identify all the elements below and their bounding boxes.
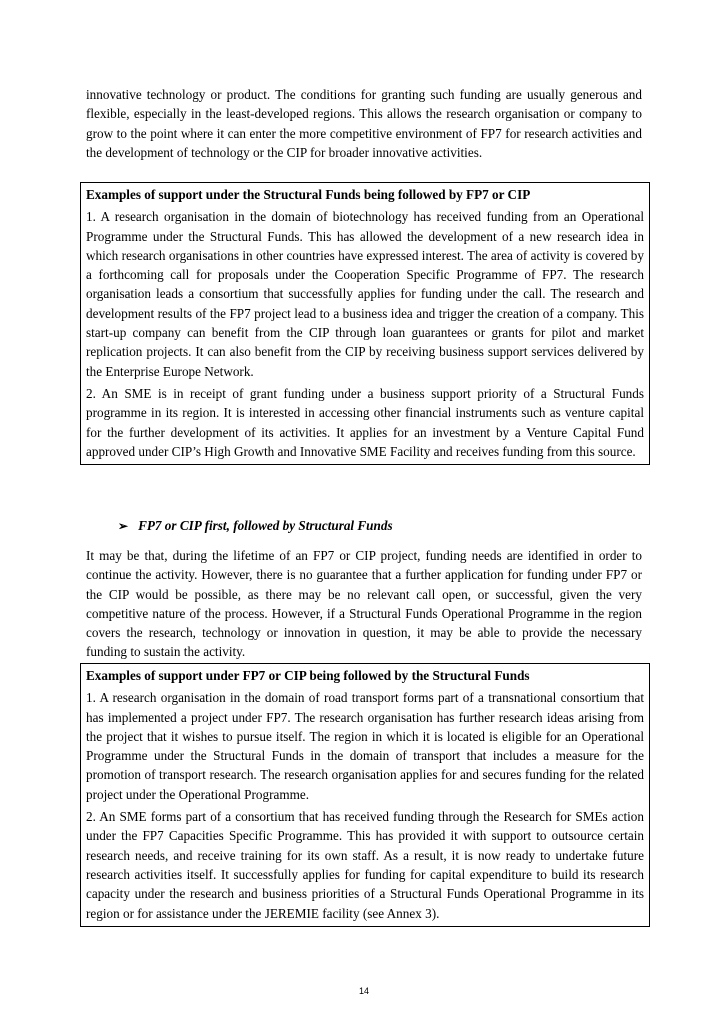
box-title: Examples of support under FP7 or CIP being followed by the Structural Funds [86, 668, 530, 683]
box-paragraph: 1. A research organisation in the domain of biotechnology has received funding from an Operational Programme under the Structural Funds. This has allowed the development of a new research idea in which research organisations in other countries have expressed interest. The area of activity is covered by a forthcoming call for proposals under the Cooperation Specific Programme of FP7. The research organisation leads a consortium that successfully applies for funding under the call. The research and development results of the FP7 project lead to a business idea and trigger the creation of a company. This start-up company can benefit from the CIP through loan guarantees or grants for pilot and market replication projects. It can also benefit from the CIP by receiving business support services delivered by the Enterprise Europe Network. [86, 209, 644, 379]
intro-paragraph [86, 85, 642, 162]
arrow-bullet-icon: ➢ [118, 518, 129, 533]
page-number: 14 [358, 986, 369, 996]
section-heading-text: FP7 or CIP first, followed by Structural Funds [138, 518, 393, 533]
example-box-fp7-first [80, 663, 650, 927]
box-title: Examples of support under the Structural Funds being followed by FP7 or CIP [86, 187, 531, 202]
box-paragraph: 2. An SME is in receipt of grant funding under a business support priority of a Structural Funds programme in its region. It is interested in accessing other financial instruments such as venture capital for the further development of its activities. It applies for an investment by a Venture Capital Fund approved under CIP’s High Growth and Innovative SME Facility and receives funding from this source. [86, 385, 644, 459]
intro-text: innovative technology or product. The conditions for granting such funding are usually generous and flexible, especially in the least-developed regions. This allows the research organisation or company to grow to the point where it can enter the more competitive environment of FP7 for research activities and the development of technology or the CIP for broader innovative activities. [86, 87, 642, 160]
box-paragraph: 2. An SME forms part of a consortium that has received funding through the Research for SMEs action under the FP7 Capacities Specific Programme. This has provided it with support to outsource certain research needs, and receive training for its own staff. As a result, it is now ready to undertake future research activities itself. It successfully applies for funding for capital expenditure to build its research capacity under the research and business priorities of a Structural Funds Operational Programme in its region or for assistance under the JEREMIE facility (see Annex 3). [86, 809, 644, 921]
section-text: It may be that, during the lifetime of an FP7 or CIP project, funding needs are identified in order to continue the activity. However, there is no guarantee that a further application for funding under FP7 or the CIP would be possible, as there may be no relevant call open, or successful, given the very competitive nature of the process. However, if a Structural Funds Operational Programme in the region covers the research, technology or innovation in question, it may be able to provide the necessary funding to sustain the activity. [86, 548, 642, 660]
box-paragraph: 1. A research organisation in the domain of road transport forms part of a transnational consortium that has implemented a project under FP7. The research organisation has further research ideas arising from the project that it wishes to pursue itself. The region in which it is located is eligible for an Operational Programme under the Structural Funds in the domain of transport that includes a measure for the promotion of transport research. The research organisation applies for and secures funding for the related project under the Operational Programme. [86, 690, 644, 802]
section-heading [118, 518, 393, 534]
section-paragraph [86, 546, 642, 662]
example-box-structural-funds-first [80, 182, 650, 465]
